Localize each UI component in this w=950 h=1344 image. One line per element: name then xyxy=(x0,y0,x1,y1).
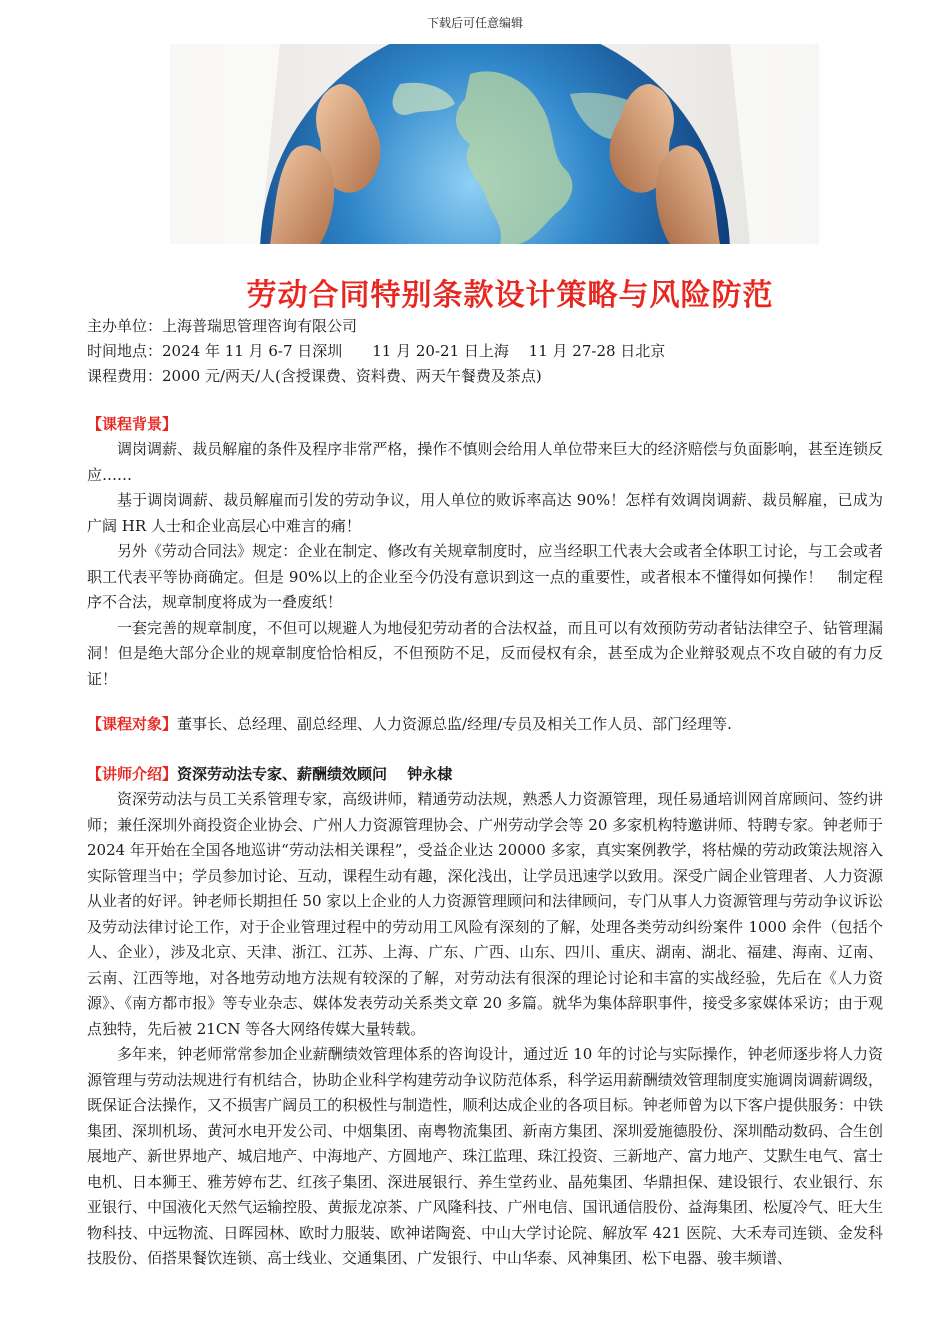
section-instructor xyxy=(87,762,883,1272)
page-title: 劳动合同特别条款设计策略与风险防范 xyxy=(246,278,774,313)
header-note: 下载后可任意编辑 xyxy=(426,16,523,30)
audience-text: 董事长、总经理、副总经理、人力资源总监/经理/专员及相关工作人员、部门经理等. xyxy=(177,715,732,733)
section-course-background xyxy=(87,412,883,692)
paragraph: 多年来，钟老师常常参加企业薪酬绩效管理体系的咨询设计，通过近 10 年的讨论与实际操作，钟老师逐步将人力资源管理与劳动法规进行有机结合，协助企业科学构建劳动争议防范体系，科学运用薪酬绩效管理制度实施调岗调薪调级，既保证合法操作，又不损害广阔员工的积极性与制造性，顺利达成企业的各项目标。钟老师曾为以下客户提供服务：中铁集团、深圳机场、黄河水电开发公司、中烟集团、南粤物流集团、新南方集团、深圳爱施德股份、深圳酷动数码、合生创展地产、新世界地产、城启地产、中海地产、方圆地产、珠江监理、珠江投资、三新地产、富力地产、艾默生电气、富士电机、日本狮王、雅芳婷布艺、红孩子集团、深进展银行、养生堂药业、晶苑集团、华鼎担保、建设银行、农业银行、东亚银行、中国液化天然气运输控股、黄振龙凉茶、广风隆科技、广州电信、国讯通信股份、益海集团、松厦冷气、旺大生物科技、中远物流、日晖园林、欧时力服装、欧神诺陶瓷、中山大学讨论院、解放军 421 医院、大禾寿司连锁、金发科技股份、佰搭果餐饮连锁、高士线业、交通集团、广发银行、中山华泰、风神集团、松下电器、骏丰频谱、 xyxy=(87,1045,883,1267)
fee-line: 课程费用：2000 元/两天/人(含授课费、资料费、两天午餐费及茶点) xyxy=(87,367,542,385)
section-tag: 【讲师介绍】 xyxy=(87,765,178,783)
section-heading xyxy=(87,712,883,737)
section-tag: 【课程背景】 xyxy=(87,415,178,433)
organizer-line: 主办单位：上海普瑞思管理咨询有限公司 xyxy=(87,317,358,335)
section-heading xyxy=(87,762,883,787)
instructor-headline: 资深劳动法专家、薪酬绩效顾问 钟永棣 xyxy=(177,765,453,783)
paragraph: 调岗调薪、裁员解雇的条件及程序非常严格，操作不慎则会给用人单位带来巨大的经济赔偿与负面影响，甚至连锁反应…… xyxy=(87,440,883,484)
globe-hands-illustration xyxy=(170,44,819,244)
paragraph: 一套完善的规章制度，不但可以规避人为地侵犯劳动者的合法权益，而且可以有效预防劳动者钻法律空子、钻管理漏洞！但是绝大部分企业的规章制度恰恰相反，不但预防不足，反而侵权有余，甚至成为企业辩驳观点不攻自破的有力反证！ xyxy=(87,618,883,688)
section-heading xyxy=(87,412,883,437)
hero-image-globe-in-hands xyxy=(170,44,819,244)
paragraph: 基于调岗调薪、裁员解雇而引发的劳动争议，用人单位的败诉率高达 90%！怎样有效调岗调薪、裁员解雇，已成为广阔 HR 人士和企业高层心中难言的痛！ xyxy=(87,491,883,535)
schedule-line: 时间地点：2024 年 11 月 6-7 日深圳 11 月 20-21 日上海 11 月 27-28 日北京 xyxy=(87,342,666,360)
section-tag: 【课程对象】 xyxy=(87,715,178,733)
section-course-audience xyxy=(87,712,883,737)
paragraph: 资深劳动法与员工关系管理专家，高级讲师，精通劳动法规，熟悉人力资源管理，现任易通培训网首席顾问、签约讲师；兼任深圳外商投资企业协会、广州人力资源管理协会、广州劳动学会等 20 多家机构特邀讲师、特聘专家。钟老师于 2024 年开始在全国各地巡讲“劳动法相关课程”，受益企业达 20000 多家，真实案例教学，将枯燥的劳动政策法规溶入实际管理当中；学员参加讨论、互动，课程生动有趣，深化浅出，让学员迅速学以致用。深受广阔企业管理者、人力资源从业者的好评。钟老师长期担任 50 家以上企业的人力资源管理顾问和法律顾问，专门从事人力资源管理与劳动争议诉讼及劳动法律讨论工作，对于企业管理过程中的劳动用工风险有深刻的了解，处理各类劳动纠纷案件 1000 余件（包括个人、企业），涉及北京、天津、浙江、江苏、上海、广东、广西、山东、四川、重庆、湖南、湖北、福建、海南、辽南、云南、江西等地，对各地劳动地方法规有较深的了解，对劳动法有很深的理论讨论和丰富的实战经验，先后在《人力资源》、《南方都市报》等专业杂志、媒体发表劳动关系类文章 20 多篇。就华为集体辞职事件，接受多家媒体采访；由于观点独特，先后被 21CN 等各大网络传媒大量转载。 xyxy=(87,790,883,1038)
paragraph: 另外《劳动合同法》规定：企业在制定、修改有关规章制度时，应当经职工代表大会或者全体职工讨论，与工会或者职工代表平等协商确定。但是 90%以上的企业至今仍没有意识到这一点的重要性，或者根本不懂得如何操作！ 制定程序不合法，规章制度将成为一叠废纸！ xyxy=(87,542,883,611)
course-info xyxy=(87,314,887,389)
